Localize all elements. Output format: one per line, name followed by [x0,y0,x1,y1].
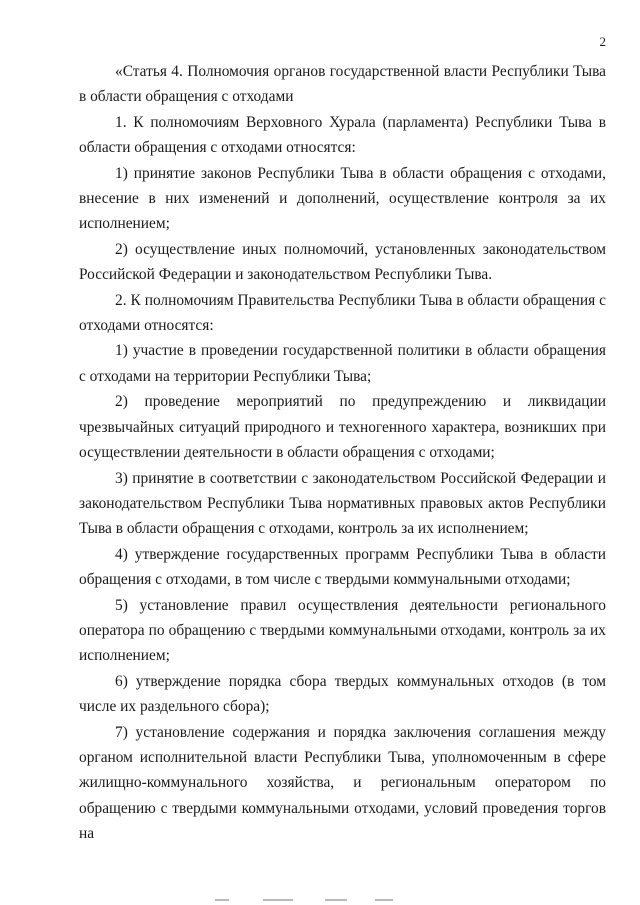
scan-mark [215,899,229,901]
paragraph-government-item-3: 3) принятие в соответствии с законодательством Российской Федерации и законодательством Республики Тыва нормативных правовых актов Республики Тыва в области обращения с отходами, контроль за их исполнением; [79,469,606,538]
page-number: 2 [599,34,606,49]
paragraph-government-item-4: 4) утверждение государственных программ Республики Тыва в области обращения с отходами, в том числе с твердыми коммунальными отходами; [79,545,606,589]
paragraph-parliament-item-2: 2) осуществление иных полномочий, установленных законодательством Российской Федерации и законодательством Республики Тыва. [79,240,606,284]
scan-artifact [215,893,415,905]
document-body [79,59,606,847]
scan-mark [263,899,293,901]
paragraph-government-powers: 2. К полномочиям Правительства Республики Тыва в области обращения с отходами относятся: [79,291,606,335]
paragraph-parliament-item-1: 1) принятие законов Республики Тыва в области обращения с отходами, внесение в них изменений и дополнений, осуществление контроля за их исполнением; [79,164,606,233]
paragraph-government-item-2: 2) проведение мероприятий по предупреждению и ликвидации чрезвычайных ситуаций природного и техногенного характера, возникших при осуществлении деятельности в области обращения с отходами; [79,393,606,462]
scan-mark [325,899,347,901]
paragraph-government-item-1: 1) участие в проведении государственной политики в области обращения с отходами на территории Республики Тыва; [79,342,606,385]
scan-mark [375,899,393,901]
paragraph-government-item-6: 6) утверждение порядка сбора твердых коммунальных отходов (в том числе их раздельного сбора); [79,672,606,716]
paragraph-government-item-7: 7) установление содержания и порядка заключения соглашения между органом исполнительной власти Республики Тыва, уполномоченным в сфере жилищно-коммунального хозяйства, и региональным оператором по обращению с твердыми коммунальными отходами, условий проведения торгов на [79,723,606,843]
paragraph-parliament-powers: 1. К полномочиям Верховного Хурала (парламента) Республики Тыва в области обращения с отходами относятся: [79,113,606,157]
article-heading: «Статья 4. Полномочия органов государственной власти Республики Тыва в области обращения с отходами [79,63,606,106]
paragraph-government-item-5: 5) установление правил осуществления деятельности регионального оператора по обращению с твердыми коммунальными отходами, контроль за их исполнением; [79,596,606,665]
